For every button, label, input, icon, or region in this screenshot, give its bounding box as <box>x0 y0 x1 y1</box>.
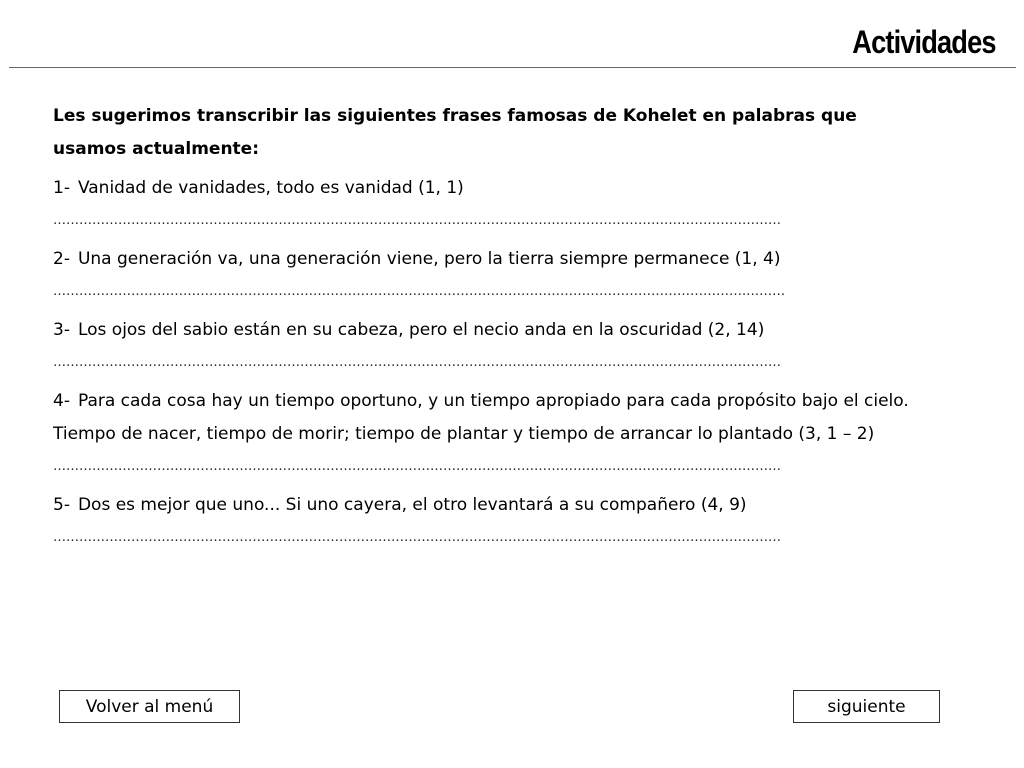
phrase-content: Vanidad de vanidades, todo es vanidad (1, 1) <box>77 178 464 198</box>
item-number: 5- <box>53 495 70 515</box>
phrase-text <box>53 314 933 347</box>
phrase-content: Para cada cosa hay un tiempo oportuno, y un tiempo apropiado para cada propósito bajo el cielo. Tiempo de nacer, tiempo de morir; tiempo de plantar y tiempo de arrancar lo plantado (3, 1 – 2) <box>53 391 909 444</box>
phrase-content: Dos es mejor que uno... Si uno cayera, el otro levantará a su compañero (4, 9) <box>77 495 747 515</box>
phrase-content: Los ojos del sabio están en su cabeza, pero el necio anda en la oscuridad (2, 14) <box>77 320 765 340</box>
intro-text: Les sugerimos transcribir las siguientes frases famosas de Kohelet en palabras que usamos actualmente: <box>53 106 857 159</box>
answer-line[interactable]: …………………………………………………………………………………………………………………………………………….……… <box>53 284 786 299</box>
phrase-text <box>53 243 933 276</box>
back-to-menu-button[interactable]: Volver al menú <box>59 690 240 723</box>
phrase-text <box>53 172 933 205</box>
item-number: 1- <box>53 178 70 198</box>
activity-item-2 <box>53 243 933 308</box>
phrase-content: Una generación va, una generación viene, pero la tierra siempre permanece (1, 4) <box>77 249 781 269</box>
activity-item-4 <box>53 385 933 483</box>
title-divider <box>9 67 1016 68</box>
answer-line[interactable]: …………………………………………………………………………………………………………………………………………………… <box>53 213 781 228</box>
answer-line[interactable]: …………………………………………………………………………………………………………………………………………………… <box>53 459 781 474</box>
item-number: 4- <box>53 391 70 411</box>
item-number: 2- <box>53 249 70 269</box>
activity-item-3 <box>53 314 933 379</box>
answer-line[interactable]: …………………………………………………………………………………………………………………………………………………… <box>53 530 781 545</box>
answer-line[interactable]: …………………………………………………………………………………………………………………………………………………… <box>53 355 781 370</box>
activity-item-1 <box>53 172 933 237</box>
activity-content <box>53 100 933 560</box>
page-title: Actividades <box>852 24 996 60</box>
phrase-text <box>53 489 933 522</box>
activity-item-5 <box>53 489 933 554</box>
phrase-text <box>53 385 933 451</box>
item-number: 3- <box>53 320 70 340</box>
next-button[interactable]: siguiente <box>793 690 940 723</box>
